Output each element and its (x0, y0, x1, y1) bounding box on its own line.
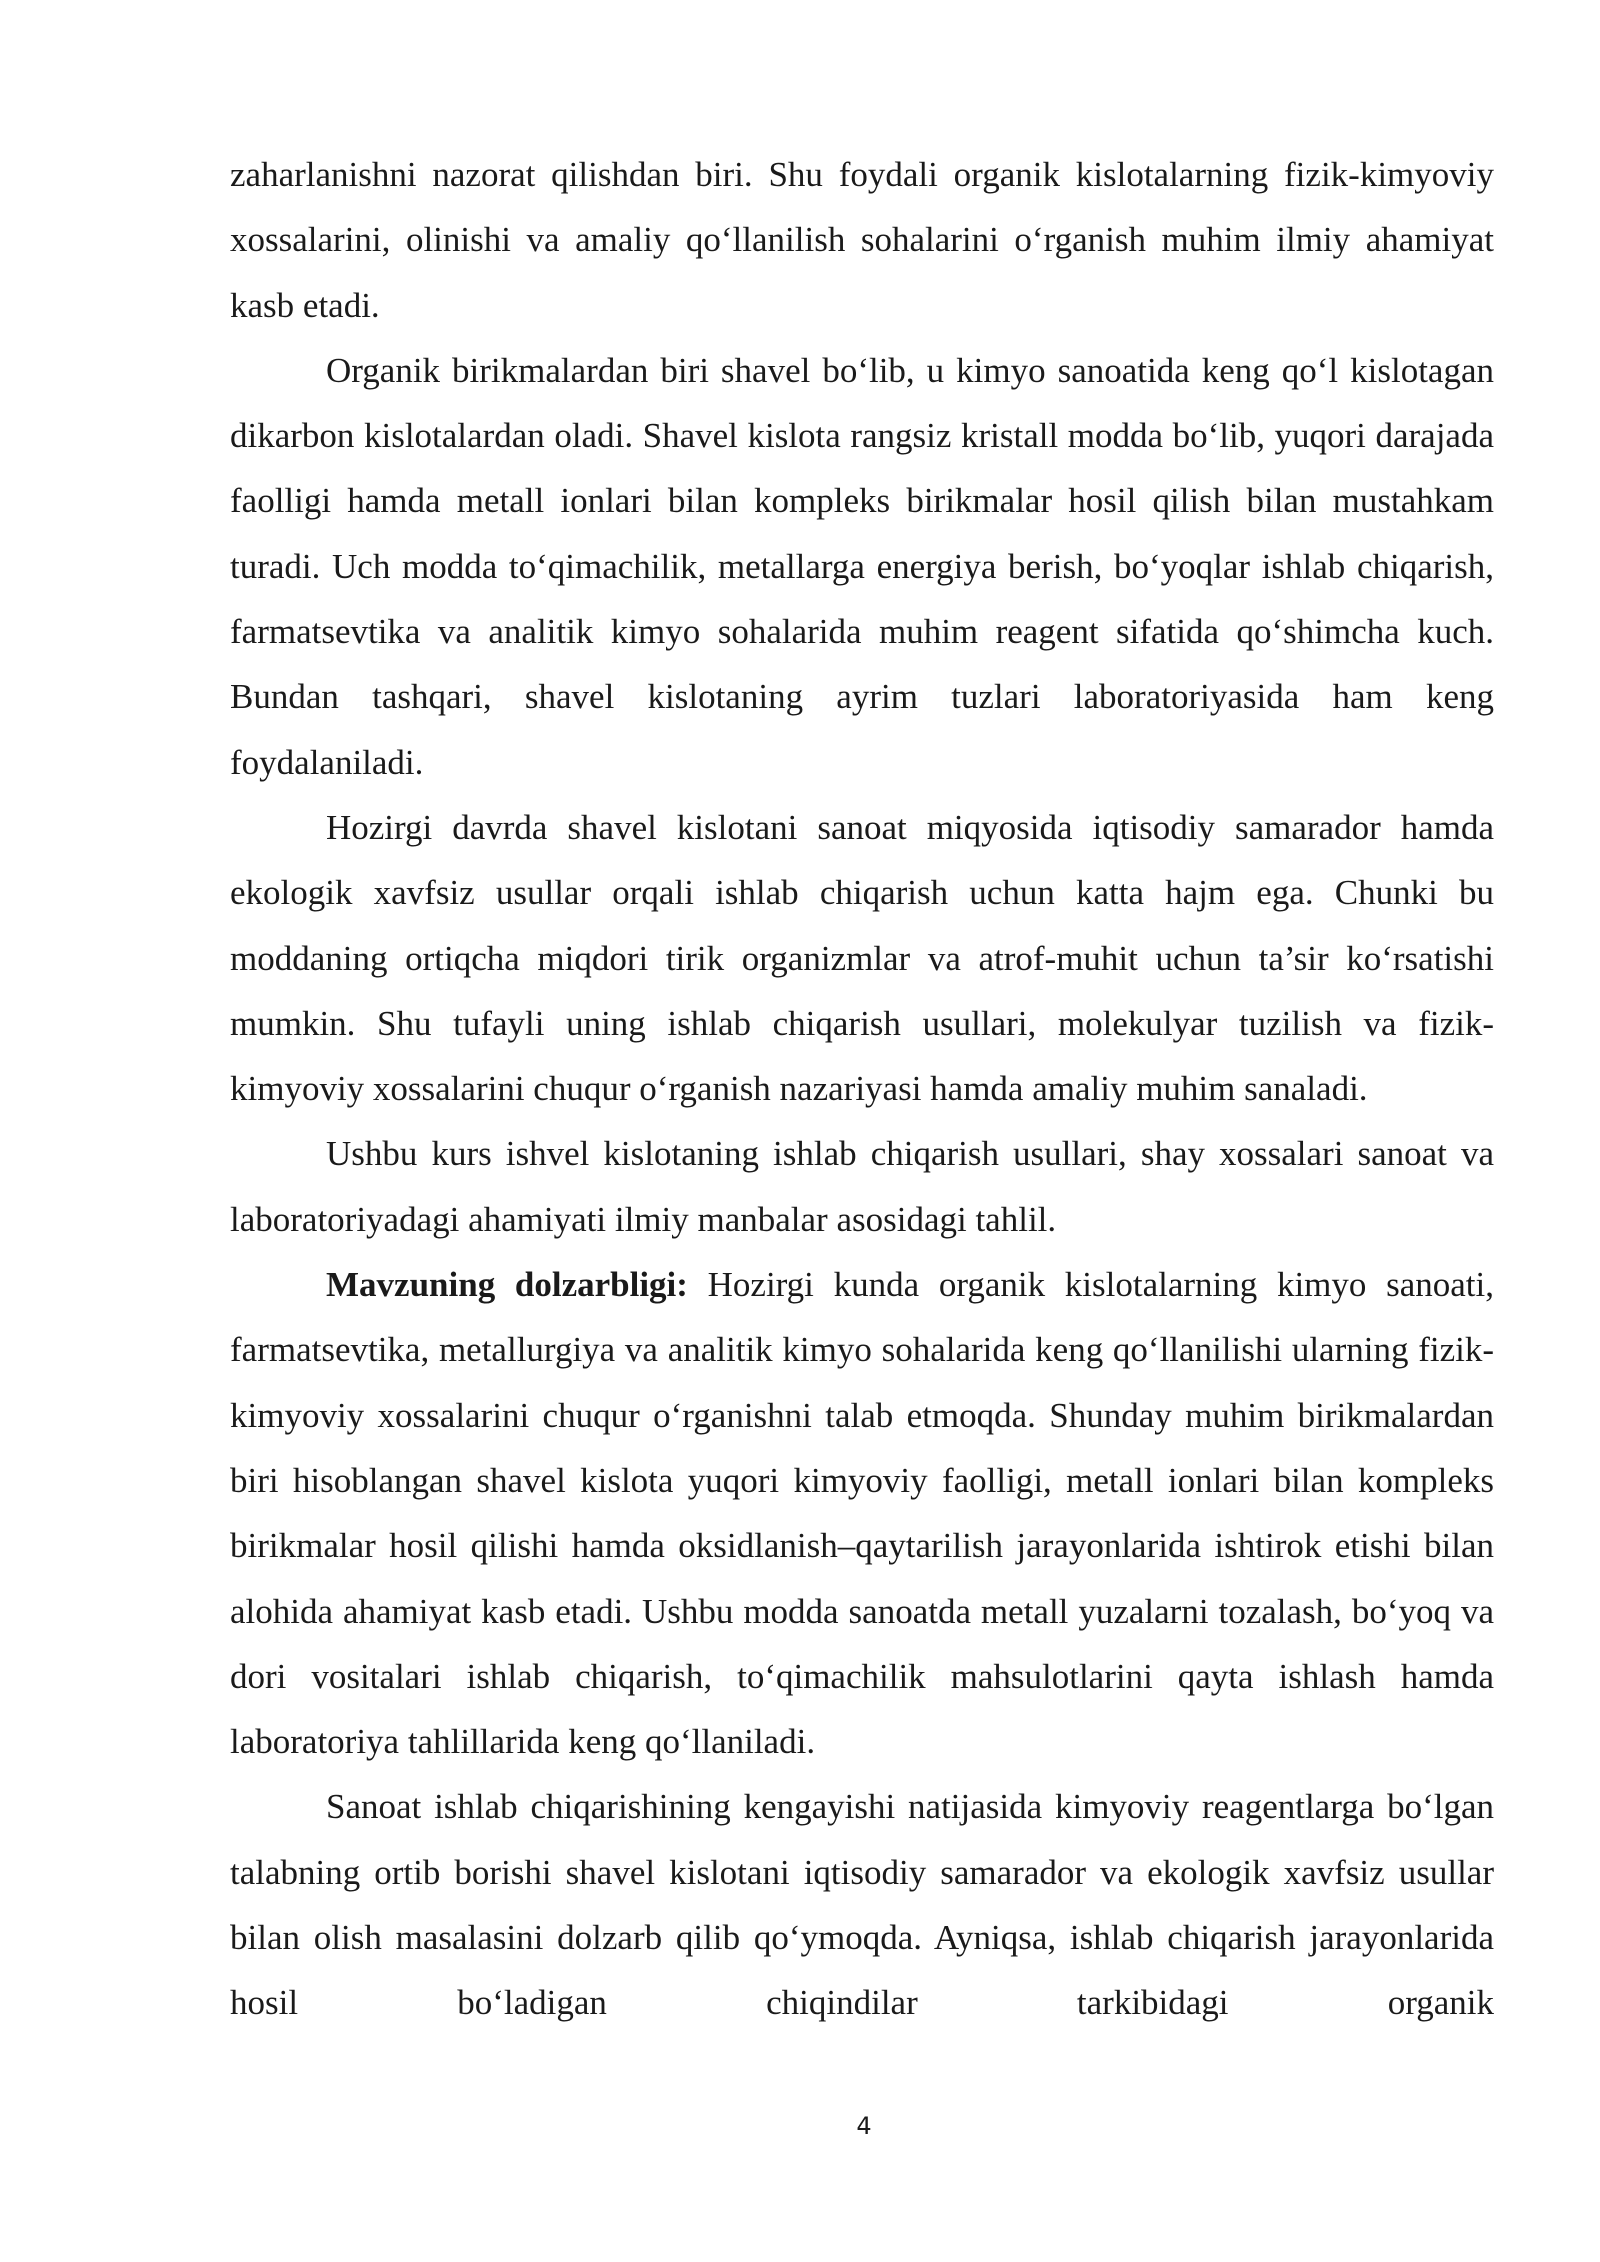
paragraph-2: Organik birikmalardan biri shavel bo‘lib, u kimyo sanoatida keng qo‘l kislotagan dikarbon kislotalardan oladi. Shavel kislota rangsiz kristall modda bo‘lib, yuqori darajada faolligi hamda metall ionlari bilan kompleks birikmalar hosil qilish bilan mustahkam turadi. Uch modda to‘qimachilik, metallarga energiya berish, bo‘yoqlar ishlab chiqarish, farmatsevtika va analitik kimyo sohalarida muhim reagent sifatida qo‘shimcha kuch. Bundan tashqari, shavel kislotaning ayrim tuzlari laboratoriyasida ham keng foydalaniladi. (230, 350, 1494, 782)
paragraph-3: Hozirgi davrda shavel kislotani sanoat miqyosida iqtisodiy samarador hamda ekologik xavfsiz usullar orqali ishlab chiqarish uchun katta hajm ega. Chunki bu moddaning ortiqcha miqdori tirik organizmlar va atrof-muhit uchun ta’sir ko‘rsatishi mumkin. Shu tufayli uning ishlab chiqarish usullari, molekulyar tuzilish va fizik-kimyoviy xossalarini chuqur o‘rganish nazariyasi hamda amaliy muhim sanaladi. (230, 807, 1494, 1109)
document-page (230, 142, 1494, 2036)
paragraph-5-lead: Mavzuning dolzarbligi: (326, 1265, 688, 1305)
paragraph-1: zaharlanishni nazorat qilishdan biri. Shu foydali organik kislotalarning fizik-kimyoviy xossalarini, olinishi va amaliy qo‘llanilish sohalarini o‘rganish muhim ilmiy ahamiyat kasb etadi. (230, 155, 1494, 325)
paragraph-5 (230, 1252, 1494, 1774)
paragraph-5-text: Hozirgi kunda organik kislotalarning kimyo sanoati, farmatsevtika, metallurgiya va analitik kimyo sohalarida keng qo‘llanilishi ularning fizik-kimyoviy xossalarini chuqur o‘rganishni talab etmoqda. Shunday muhim birikmalardan biri hisoblangan shavel kislota yuqori kimyoviy faolligi, metall ionlari bilan kompleks birikmalar hosil qilishi hamda oksidlanish–qaytarilish jarayonlarida ishtirok etishi bilan alohida ahamiyat kasb etadi. Ushbu modda sanoatda metall yuzalarni tozalash, bo‘yoq va dori vositalari ishlab chiqarish, to‘qimachilik mahsulotlarini qayta ishlash hamda laboratoriya tahlillarida keng qo‘llaniladi. (230, 1265, 1494, 1762)
paragraph-4: Ushbu kurs ishvel kislotaning ishlab chiqarish usullari, shay xossalari sanoat va laboratoriyadagi ahamiyati ilmiy manbalar asosidagi tahlil. (230, 1134, 1494, 1239)
paragraph-6: Sanoat ishlab chiqarishining kengayishi natijasida kimyoviy reagentlarga bo‘lgan talabning ortib borishi shavel kislotani iqtisodiy samarador va ekologik xavfsiz usullar bilan olish masalasini dolzarb qilib qo‘ymoqda. Ayniqsa, ishlab chiqarish jarayonlarida hosil bo‘ladigan chiqindilar tarkibidagi organik (230, 1787, 1494, 2023)
page-number: 4 (856, 2112, 872, 2140)
